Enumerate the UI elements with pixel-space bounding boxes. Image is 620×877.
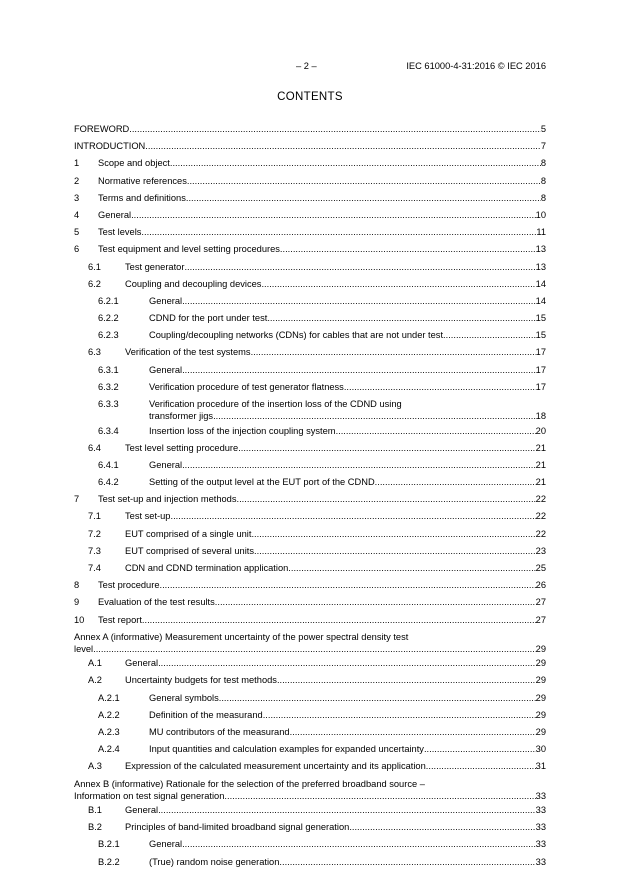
dot-leader [145, 140, 541, 152]
toc-page-number: 22 [535, 528, 546, 539]
toc-entry[interactable] [74, 261, 546, 278]
toc-entry-number: A.3 [88, 761, 102, 772]
toc-page-number: 33 [535, 805, 546, 816]
toc-page-number: 29 [535, 692, 546, 703]
dot-leader [424, 743, 536, 755]
toc-entry-title: Test set-up and injection methods [98, 494, 237, 505]
toc-entry[interactable] [74, 674, 546, 691]
dot-leader [213, 410, 536, 422]
dot-leader [280, 243, 536, 255]
toc-entry-number: 7.2 [88, 528, 101, 539]
toc-page-number: 33 [535, 839, 546, 850]
toc-page-number: 15 [535, 330, 546, 341]
dot-leader [344, 381, 536, 393]
toc-entry[interactable] [74, 493, 546, 510]
toc-entry[interactable] [74, 726, 546, 743]
toc-page-number: 14 [535, 278, 546, 289]
toc-entry-number: 6.2.3 [98, 330, 119, 341]
toc-entry-title: EUT comprised of several units [125, 545, 255, 556]
toc-page-number: 29 [535, 675, 546, 686]
toc-entry[interactable] [74, 442, 546, 459]
dot-leader [290, 726, 536, 738]
toc-entry-title: Annex B (informative) Rationale for the selection of the preferred broadband source – [74, 778, 425, 789]
dot-leader [349, 821, 535, 833]
dot-leader [184, 261, 535, 273]
toc-page-number: 33 [535, 822, 546, 833]
toc-page-number: 33 [535, 790, 546, 801]
toc-entry[interactable] [74, 804, 546, 821]
toc-entry[interactable] [74, 709, 546, 726]
toc-entry-title: General [125, 658, 159, 669]
toc-entry-title: Definition of the measurand [149, 709, 263, 720]
toc-entry-title: (True) random noise generation [149, 856, 280, 867]
toc-entry[interactable] [74, 510, 546, 527]
toc-entry-number: 7.3 [88, 545, 101, 556]
toc-page-number: 10 [535, 209, 546, 220]
toc-entry[interactable] [74, 743, 546, 760]
toc-page-number: 27 [535, 597, 546, 608]
toc-page-number: 7 [540, 141, 546, 152]
toc-page-number: 15 [535, 313, 546, 324]
toc-entry-number: 6.3.1 [98, 364, 119, 375]
toc-page-number: 21 [535, 459, 546, 470]
document-id: IEC 61000-4-31:2016 © IEC 2016 [406, 61, 546, 71]
toc-page-number: 8 [540, 175, 546, 186]
page-title: CONTENTS [277, 91, 343, 103]
dot-leader [263, 709, 536, 721]
toc-entry[interactable] [74, 278, 546, 295]
toc-entry-title: General symbols [149, 692, 219, 703]
toc-entry-number: 7.4 [88, 563, 101, 573]
toc-entry-number: A.2.3 [98, 727, 120, 737]
dot-leader [237, 493, 536, 505]
toc-entry-number: 4 [74, 209, 80, 220]
toc-page-number: 25 [535, 563, 546, 573]
toc-page-number: 17 [535, 347, 546, 358]
toc-entry-title: Test generator [125, 261, 185, 272]
toc-entry-number: A.2.4 [98, 744, 120, 755]
toc-entry[interactable] [74, 856, 546, 873]
dot-leader [158, 804, 536, 816]
toc-entry-title: General [125, 805, 159, 816]
toc-entry-number: 1 [74, 158, 80, 169]
toc-entry[interactable] [74, 381, 546, 398]
toc-page-number: 21 [535, 477, 546, 488]
toc-entry-title: Test equipment and level setting procedures [98, 244, 280, 255]
toc-entry[interactable] [74, 459, 546, 476]
toc-entry-number: 7.1 [88, 511, 101, 522]
toc-entry-number: B.2.2 [98, 856, 120, 867]
toc-entry-title: Coupling/decoupling networks (CDNs) for cables that are not under test [149, 330, 444, 341]
toc-entry[interactable] [74, 425, 546, 442]
dot-leader [93, 643, 536, 655]
toc-entry[interactable] [74, 614, 546, 631]
toc-entry-number: 6.3.3 [98, 399, 119, 409]
toc-entry-number: 6.2.1 [98, 295, 119, 306]
toc-entry[interactable] [74, 596, 546, 613]
toc-page-number: 29 [535, 709, 546, 720]
toc-page-number: 33 [535, 856, 546, 867]
table-of-contents [74, 123, 546, 873]
dot-leader [215, 596, 536, 608]
toc-entry-number: A.2.1 [98, 692, 120, 703]
dot-leader [279, 856, 535, 868]
toc-entry-number: B.2.1 [98, 839, 120, 850]
toc-page-number: 11 [536, 227, 546, 238]
toc-entry-number: 6.1 [88, 261, 101, 272]
toc-entry[interactable] [74, 398, 546, 425]
toc-entry-title: Test level setting procedure [125, 442, 239, 453]
toc-entry[interactable] [74, 192, 546, 209]
toc-page-number: 27 [535, 614, 546, 625]
toc-entry[interactable] [74, 243, 546, 260]
toc-entry-number: 6 [74, 244, 80, 255]
toc-page-number: 30 [535, 744, 546, 755]
toc-entry-number: B.1 [88, 805, 102, 816]
toc-entry-number: 6.3.4 [98, 425, 119, 436]
toc-entry-title: INTRODUCTION [74, 141, 146, 152]
toc-page-number: 31 [535, 761, 546, 772]
toc-entry-title: Uncertainty budgets for test methods [125, 675, 277, 686]
toc-entry-number: A.2 [88, 675, 102, 686]
dot-leader [187, 175, 541, 187]
toc-entry-title: Insertion loss of the injection coupling system [149, 425, 336, 436]
toc-entry[interactable] [74, 692, 546, 709]
dot-leader [182, 295, 536, 307]
toc-page-number: 17 [535, 381, 546, 392]
dot-leader [277, 674, 536, 686]
page-number: – 2 – [296, 61, 317, 71]
toc-entry[interactable] [74, 657, 546, 674]
toc-entry-number: 6.4 [88, 442, 101, 453]
dot-leader [158, 657, 536, 669]
toc-entry[interactable] [74, 346, 546, 363]
toc-entry[interactable] [74, 329, 546, 346]
toc-entry-number: A.2.2 [98, 709, 120, 720]
dot-leader [182, 364, 536, 376]
toc-entry-title: Test report [98, 614, 142, 625]
dot-leader [142, 614, 536, 626]
toc-page-number: 29 [535, 643, 546, 654]
toc-entry-title: Test procedure [98, 580, 160, 591]
toc-entry-title: General [149, 839, 183, 850]
toc-entry[interactable] [74, 579, 546, 596]
toc-entry[interactable] [74, 631, 546, 658]
dot-leader [375, 476, 536, 488]
toc-entry-title: Normative references [98, 175, 187, 186]
toc-entry[interactable] [74, 123, 546, 140]
toc-entry-title: Terms and definitions [98, 192, 186, 203]
toc-entry-number: 3 [74, 192, 80, 203]
toc-entry[interactable] [74, 209, 546, 226]
toc-entry-title-continued: transformer jigs [149, 411, 214, 421]
toc-entry[interactable] [74, 476, 546, 493]
toc-entry-title: Expression of the calculated measurement uncertainty and its application [125, 761, 426, 772]
toc-page-number: 18 [535, 411, 546, 421]
toc-entry-number: 5 [74, 227, 80, 238]
toc-entry-title: CDN and CDND termination application [125, 563, 289, 573]
toc-entry-number: 2 [74, 175, 80, 186]
toc-page-number: 8 [540, 192, 546, 203]
toc-page-number: 20 [535, 425, 546, 436]
dot-leader [129, 123, 541, 135]
toc-entry-title: Verification procedure of test generator flatness [149, 381, 344, 392]
toc-entry-title: EUT comprised of a single unit [125, 528, 252, 539]
dot-leader [141, 226, 536, 238]
toc-entry-number: B.2 [88, 822, 102, 833]
toc-entry[interactable] [74, 175, 546, 192]
toc-entry-title: Verification of the test systems [125, 347, 251, 358]
toc-entry[interactable] [74, 821, 546, 838]
toc-entry-title: Verification procedure of the insertion loss of the CDND using [149, 399, 402, 409]
toc-entry-number: 6.3.2 [98, 381, 119, 392]
toc-entry-title: General [149, 295, 183, 306]
toc-entry[interactable] [74, 312, 546, 329]
dot-leader [170, 157, 541, 169]
toc-entry[interactable] [74, 562, 546, 579]
dot-leader [219, 692, 536, 704]
dot-leader [160, 579, 536, 591]
toc-page-number: 13 [535, 261, 546, 272]
toc-entry-title: Annex A (informative) Measurement uncertainty of the power spectral density test [74, 631, 409, 642]
toc-page-number: 5 [540, 124, 546, 134]
toc-entry-number: 7 [74, 494, 80, 505]
toc-entry[interactable] [74, 140, 546, 157]
toc-page-number: 13 [535, 244, 546, 255]
toc-entry[interactable] [74, 760, 546, 777]
dot-leader [182, 459, 536, 471]
toc-page-number: 17 [535, 364, 546, 375]
toc-entry-number: 6.2.2 [98, 313, 119, 324]
toc-entry-title: MU contributors of the measurand [149, 727, 290, 737]
toc-entry-title: CDND for the port under test [149, 313, 268, 324]
toc-entry-title: Test set-up [125, 511, 171, 522]
dot-leader [443, 329, 536, 341]
toc-entry-title: General [149, 459, 183, 470]
toc-entry-title: Coupling and decoupling devices [125, 278, 262, 289]
dot-leader [261, 278, 535, 290]
toc-entry-title: Scope and object [98, 158, 170, 169]
toc-entry-title: FOREWORD [74, 124, 130, 134]
toc-page-number: 21 [535, 442, 546, 453]
page-header [0, 61, 620, 75]
dot-leader [251, 346, 536, 358]
dot-leader [186, 192, 541, 204]
toc-page-number: 23 [535, 545, 546, 556]
toc-page-number: 26 [535, 580, 546, 591]
toc-entry-number: 9 [74, 597, 80, 608]
toc-entry-number: 6.3 [88, 347, 101, 358]
toc-entry-title: Input quantities and calculation examples for expanded uncertainty [149, 744, 424, 755]
toc-entry[interactable] [74, 157, 546, 174]
toc-entry[interactable] [74, 778, 546, 805]
toc-entry-title-continued: level [74, 643, 94, 654]
toc-entry-number: 8 [74, 580, 80, 591]
toc-entry-title: General [98, 209, 132, 220]
toc-entry-title: Principles of band-limited broadband signal generation [125, 822, 350, 833]
dot-leader [131, 209, 536, 221]
toc-entry-title: Evaluation of the test results [98, 597, 215, 608]
toc-entry-title: General [149, 364, 183, 375]
dot-leader [254, 545, 536, 557]
dot-leader [251, 528, 535, 540]
toc-page-number: 29 [535, 658, 546, 669]
dot-leader [182, 838, 536, 850]
toc-entry-number: 6.2 [88, 278, 101, 289]
toc-entry-number: A.1 [88, 658, 102, 669]
toc-entry[interactable] [74, 226, 546, 243]
dot-leader [224, 790, 535, 802]
toc-entry-title-continued: Information on test signal generation [74, 790, 225, 801]
toc-entry-title: Test levels [98, 227, 142, 238]
toc-page-number: 14 [535, 295, 546, 306]
toc-page-number: 22 [535, 511, 546, 522]
toc-entry[interactable] [74, 295, 546, 312]
toc-entry-number: 6.4.1 [98, 459, 119, 470]
toc-page-number: 29 [535, 727, 546, 737]
dot-leader [426, 760, 536, 772]
dot-leader [336, 425, 536, 437]
toc-entry-number: 6.4.2 [98, 477, 119, 488]
toc-page-number: 22 [535, 494, 546, 505]
toc-entry[interactable] [74, 838, 546, 855]
toc-entry-number: 10 [74, 614, 85, 625]
toc-entry[interactable] [74, 528, 546, 545]
dot-leader [288, 562, 535, 574]
toc-entry-title: Setting of the output level at the EUT port of the CDND [149, 477, 375, 488]
dot-leader [267, 312, 535, 324]
dot-leader [170, 510, 535, 522]
toc-entry[interactable] [74, 545, 546, 562]
dot-leader [238, 442, 535, 454]
toc-entry[interactable] [74, 364, 546, 381]
toc-page-number: 8 [540, 158, 546, 169]
